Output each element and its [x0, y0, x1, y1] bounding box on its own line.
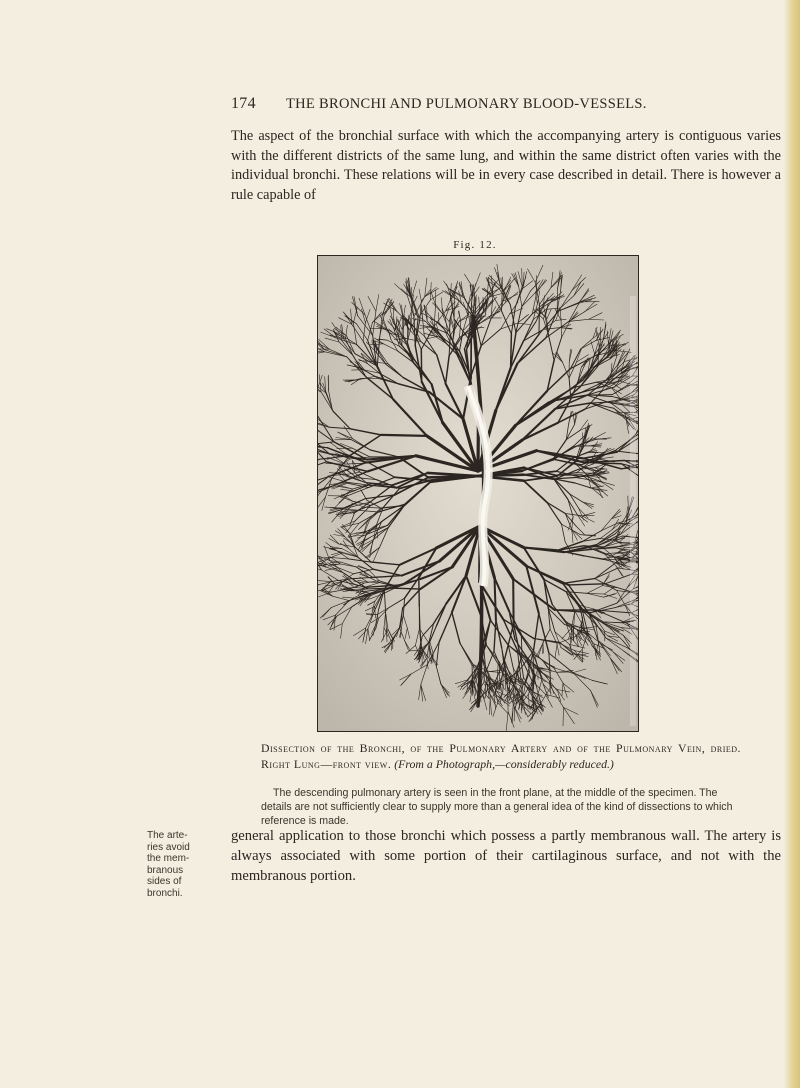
caption-source: (From a Photograph,—considerably reduced.) [394, 757, 614, 771]
margin-note-line: branous [147, 864, 184, 876]
figure-photograph [317, 255, 639, 732]
margin-note-line: The arte- [147, 830, 188, 841]
margin-note-line: sides of [147, 876, 182, 888]
page-number: 174 [231, 95, 256, 112]
bronchial-tree-illustration [318, 256, 638, 731]
running-title: THE BRONCHI AND PULMONARY BLOOD-VESSELS. [286, 96, 647, 112]
running-header [231, 95, 691, 113]
margin-note-line: bronchi. [147, 887, 183, 899]
page-edge-shadow [784, 0, 800, 1088]
paragraph-top: The aspect of the bronchial surface with which the accompanying artery is contiguous varies with the different districts of the same lung, and within the same district often varies with the individual bronchi. These relations will be in every case described in detail. There is however a rule capable of [231, 128, 781, 203]
figure-caption [261, 740, 741, 772]
margin-note-line: the mem- [147, 853, 190, 865]
margin-note-line: ries avoid [147, 841, 190, 853]
figure-label: Fig. 12. [453, 239, 497, 251]
figure-description: The descending pulmonary artery is seen in the front plane, at the middle of the specimen. The details are not sufficiently clear to supply more than a general idea of the kind of dissections to which reference is made. [261, 787, 733, 828]
paragraph-bottom: general application to those bronchi which possess a partly membranous wall. The artery is always associated with some portion of their cartilaginous surface, and not with the membranous portion. [231, 828, 781, 884]
margin-note [147, 830, 207, 900]
caption-title: Dissection of the Bronchi, of the Pulmonary Artery and of the Pulmonary Vein, dried. Right Lung—front view. [261, 741, 741, 771]
